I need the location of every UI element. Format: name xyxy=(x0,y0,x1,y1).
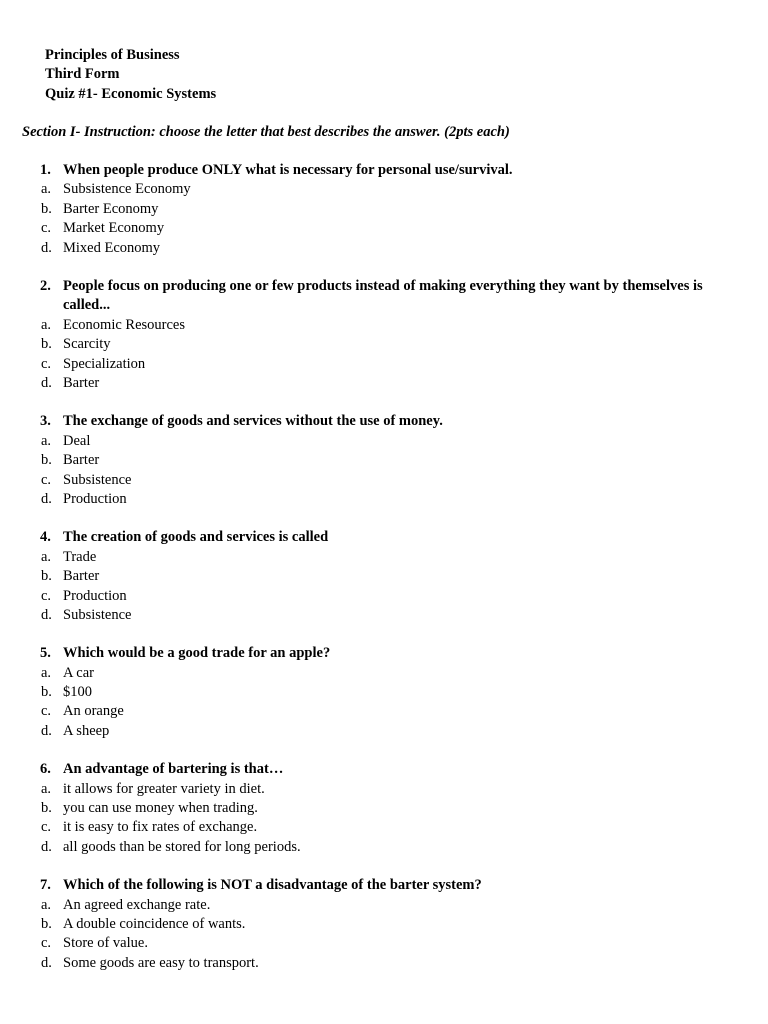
question-stem xyxy=(0,412,768,431)
answer-option-b xyxy=(0,451,768,470)
option-text: Barter Economy xyxy=(63,200,159,217)
option-letter: b. xyxy=(41,452,52,469)
question-text: The exchange of goods and services without the use of money. xyxy=(63,413,443,430)
answer-option-d xyxy=(0,838,768,857)
answer-option-b xyxy=(0,799,768,818)
answer-option-b xyxy=(0,915,768,934)
question-2 xyxy=(0,277,768,393)
option-letter: d. xyxy=(41,954,52,971)
answer-option-d xyxy=(0,374,768,393)
option-letter: c. xyxy=(41,587,52,604)
answer-option-c xyxy=(0,702,768,721)
question-4 xyxy=(0,528,768,625)
question-list xyxy=(0,161,768,992)
option-text: A sheep xyxy=(63,722,110,739)
option-text: Subsistence Economy xyxy=(63,181,191,198)
question-number: 5. xyxy=(40,645,51,662)
answer-option-d xyxy=(0,954,768,973)
answer-option-d xyxy=(0,606,768,625)
answer-option-c xyxy=(0,219,768,238)
option-letter: b. xyxy=(41,916,52,933)
option-text: Production xyxy=(63,587,127,604)
answer-option-c xyxy=(0,471,768,490)
option-letter: d. xyxy=(41,606,52,623)
answer-option-d xyxy=(0,722,768,741)
answer-option-d xyxy=(0,490,768,509)
document-header xyxy=(45,46,216,104)
option-text: Barter xyxy=(63,374,100,391)
option-text: Trade xyxy=(63,548,97,565)
answer-option-a xyxy=(0,548,768,567)
answer-option-a xyxy=(0,896,768,915)
answer-option-a xyxy=(0,432,768,451)
answer-option-c xyxy=(0,355,768,374)
answer-option-b xyxy=(0,200,768,219)
answer-option-b xyxy=(0,683,768,702)
option-text: Store of value. xyxy=(63,935,148,952)
answer-option-a xyxy=(0,664,768,683)
answer-option-a xyxy=(0,316,768,335)
question-number: 3. xyxy=(40,413,51,430)
question-6 xyxy=(0,760,768,857)
answer-option-a xyxy=(0,180,768,199)
option-text: Market Economy xyxy=(63,220,165,237)
option-text: Scarcity xyxy=(63,336,111,353)
option-letter: b. xyxy=(41,336,52,353)
option-letter: a. xyxy=(41,664,52,681)
option-letter: c. xyxy=(41,819,52,836)
option-text: Subsistence xyxy=(63,606,132,623)
question-number: 2. xyxy=(40,277,51,294)
quiz-title: Quiz #1- Economic Systems xyxy=(45,85,217,102)
question-stem xyxy=(0,528,768,547)
option-text: all goods than be stored for long periods. xyxy=(63,838,301,855)
option-text: Specialization xyxy=(63,355,146,372)
option-letter: a. xyxy=(41,181,52,198)
option-letter: d. xyxy=(41,239,52,256)
question-text: The creation of goods and services is called xyxy=(63,529,329,546)
option-text: Barter xyxy=(63,452,100,469)
question-number: 6. xyxy=(40,761,51,778)
option-letter: c. xyxy=(41,220,52,237)
course-title: Principles of Business xyxy=(45,47,180,63)
section-instruction: Section I- Instruction: choose the letter that best describes the answer. (2pts each) xyxy=(22,124,510,140)
answer-option-d xyxy=(0,239,768,258)
question-text: When people produce ONLY what is necessary for personal use/survival. xyxy=(63,162,513,178)
option-text: Barter xyxy=(63,568,100,585)
answer-option-b xyxy=(0,567,768,586)
option-letter: d. xyxy=(41,722,52,739)
question-5 xyxy=(0,644,768,741)
answer-option-c xyxy=(0,587,768,606)
answer-option-c xyxy=(0,934,768,953)
question-7 xyxy=(0,876,768,973)
option-letter: d. xyxy=(41,838,52,855)
option-letter: a. xyxy=(41,316,52,333)
option-letter: a. xyxy=(41,432,52,449)
option-text: Some goods are easy to transport. xyxy=(63,954,259,971)
option-letter: d. xyxy=(41,490,52,507)
answer-option-b xyxy=(0,335,768,354)
option-letter: a. xyxy=(41,780,52,797)
question-stem xyxy=(0,760,768,779)
question-text: Which of the following is NOT a disadvantage of the barter system? xyxy=(63,877,482,894)
option-letter: b. xyxy=(41,800,52,817)
option-letter: b. xyxy=(41,684,52,701)
option-text: A double coincidence of wants. xyxy=(63,916,246,933)
question-text: An advantage of bartering is that… xyxy=(63,761,284,778)
option-text: Production xyxy=(63,490,127,507)
option-text: A car xyxy=(63,664,94,681)
option-text: An orange xyxy=(63,703,124,720)
form-title: Third Form xyxy=(45,66,120,83)
question-number: 1. xyxy=(40,162,51,178)
answer-option-c xyxy=(0,818,768,837)
question-number: 4. xyxy=(40,529,51,546)
question-text: Which would be a good trade for an apple? xyxy=(63,645,331,662)
question-stem xyxy=(0,644,768,663)
option-letter: b. xyxy=(41,568,52,585)
option-letter: a. xyxy=(41,548,52,565)
option-letter: c. xyxy=(41,355,52,372)
option-text: An agreed exchange rate. xyxy=(63,896,211,913)
question-stem xyxy=(0,876,768,895)
question-number: 7. xyxy=(40,877,51,894)
option-letter: a. xyxy=(41,896,52,913)
option-letter: b. xyxy=(41,200,52,217)
answer-option-a xyxy=(0,780,768,799)
option-letter: c. xyxy=(41,935,52,952)
option-text: Mixed Economy xyxy=(63,239,161,256)
option-letter: c. xyxy=(41,471,52,488)
question-stem xyxy=(0,161,768,180)
option-text: it allows for greater variety in diet. xyxy=(63,780,265,797)
option-text: Deal xyxy=(63,432,91,449)
question-stem xyxy=(0,277,768,316)
option-text: Subsistence xyxy=(63,471,132,488)
option-text: $100 xyxy=(63,684,92,701)
option-text: Economic Resources xyxy=(63,316,186,333)
option-letter: c. xyxy=(41,703,52,720)
question-3 xyxy=(0,412,768,509)
question-1 xyxy=(0,161,768,258)
option-text: it is easy to fix rates of exchange. xyxy=(63,819,258,836)
question-text: People focus on producing one or few products instead of making everything they want by themselves is called... xyxy=(63,277,703,314)
option-letter: d. xyxy=(41,374,52,391)
option-text: you can use money when trading. xyxy=(63,800,258,817)
